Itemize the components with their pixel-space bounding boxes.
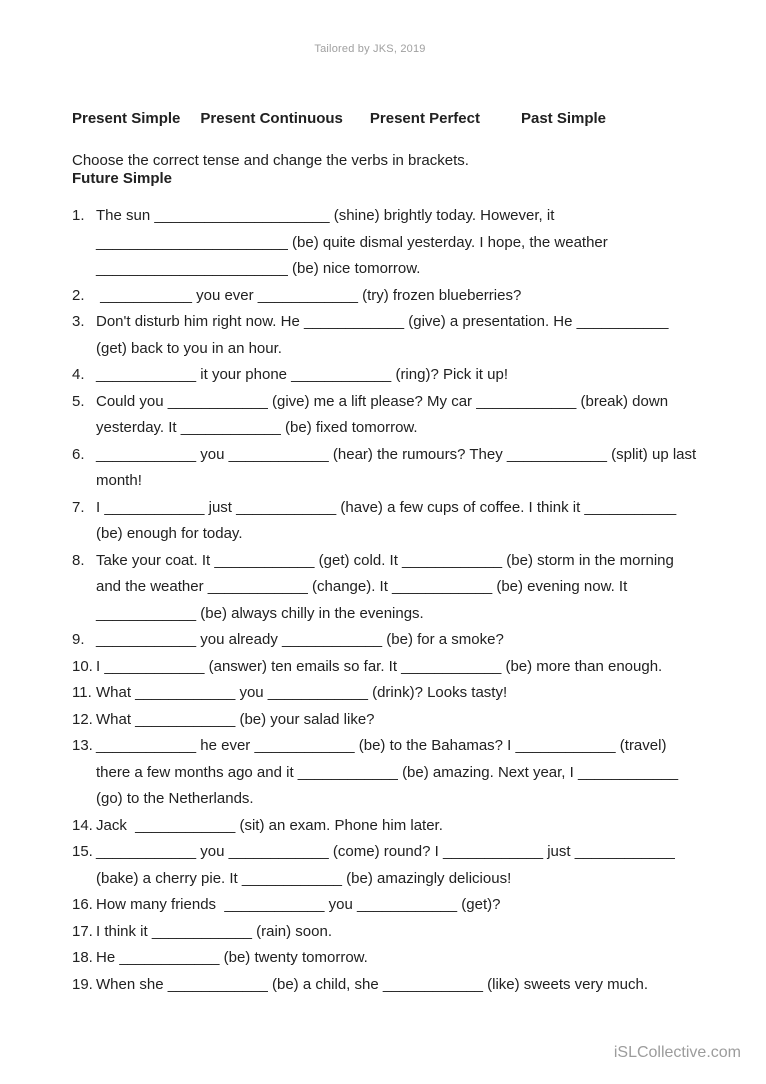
- exercise-text: [96, 892, 720, 919]
- exercise-item: [72, 389, 720, 442]
- exercise-line: (get) back to you in an hour.: [96, 339, 282, 357]
- exercise-line: I ____________ (answer) ten emails so far. It ____________ (be) more than enough.: [96, 657, 663, 675]
- exercise-number: 10.: [72, 657, 93, 675]
- exercise-text: [96, 362, 720, 389]
- exercise-number: 12.: [72, 710, 93, 728]
- watermark: iSLCollective.com: [613, 1044, 741, 1061]
- exercise-number: 6.: [72, 445, 85, 463]
- exercise-line: (be) enough for today.: [96, 525, 243, 542]
- instruction: Choose the correct tense and change the verbs in brackets.: [72, 152, 469, 169]
- exercise-text: [96, 972, 720, 999]
- exercise-text: [96, 627, 720, 654]
- exercise-item: [72, 283, 720, 310]
- exercise-line: I think it ____________ (rain) soon.: [96, 922, 332, 940]
- exercise-number: 3.: [72, 313, 85, 330]
- exercise-line: there a few months ago and it ____________ (be) amazing. Next year, I ____________: [96, 763, 679, 781]
- exercise-item: [72, 442, 720, 495]
- exercise-line: _______________________ (be) quite dismal yesterday. I hope, the weather: [96, 233, 608, 251]
- exercise-line: I ____________ just ____________ (have) a few cups of coffee. I think it ___________: [96, 498, 677, 516]
- exercise-item: [72, 813, 720, 840]
- exercise-text: [96, 389, 720, 442]
- exercise-text: [96, 813, 720, 840]
- exercise-item: [72, 654, 720, 681]
- tagline: Tailored by JKS, 2019: [314, 43, 426, 55]
- exercise-number: 16.: [72, 896, 93, 913]
- exercise-number: 11.: [72, 684, 92, 701]
- tense-past-simple: Past Simple: [520, 110, 607, 127]
- exercise-line: ____________ he ever ____________ (be) to the Bahamas? I ____________ (travel): [96, 737, 667, 754]
- exercise-number: 14.: [72, 816, 93, 834]
- exercise-text: [96, 442, 720, 495]
- exercise-number: 7.: [72, 498, 85, 516]
- exercise-number: 8.: [72, 551, 85, 569]
- tense-future-simple: Future Simple: [72, 170, 173, 187]
- exercise-line: When she ____________ (be) a child, she ____________ (like) sweets very much.: [96, 975, 649, 993]
- exercise-line: (bake) a cherry pie. It ____________ (be) amazingly delicious!: [96, 869, 512, 887]
- tense-present-continuous: Present Continuous: [200, 110, 343, 127]
- tense-row-1: [72, 106, 606, 132]
- exercise-number: 2.: [72, 286, 85, 304]
- exercise-text: [96, 548, 720, 628]
- exercise-text: [96, 680, 720, 707]
- exercise-line: ____________ (be) always chilly in the evenings.: [96, 604, 424, 622]
- exercise-item: [72, 945, 720, 972]
- exercise-number: 4.: [72, 366, 85, 383]
- exercise-item: [72, 680, 720, 707]
- exercise-number: 19.: [72, 975, 93, 993]
- exercise-item: [72, 972, 720, 999]
- exercise-line: He ____________ (be) twenty tomorrow.: [96, 949, 368, 966]
- exercise-text: [96, 707, 720, 734]
- exercise-text: [96, 839, 720, 892]
- exercise-number: 15.: [72, 843, 93, 860]
- exercise-text: [96, 309, 720, 362]
- exercise-item: [72, 707, 720, 734]
- exercise-list: [72, 203, 720, 998]
- exercise-text: [96, 733, 720, 813]
- exercise-line: ____________ it your phone ____________ (ring)? Pick it up!: [96, 366, 508, 383]
- tense-present-simple: Present Simple: [72, 110, 181, 127]
- exercise-item: [72, 892, 720, 919]
- exercise-line: and the weather ____________ (change). It ____________ (be) evening now. It: [96, 578, 628, 595]
- exercise-item: [72, 362, 720, 389]
- exercise-line: yesterday. It ____________ (be) fixed tomorrow.: [96, 419, 418, 436]
- exercise-text: [96, 919, 720, 946]
- tense-present-perfect: Present Perfect: [369, 110, 480, 127]
- exercise-number: 17.: [72, 922, 93, 940]
- exercise-line: ___________ you ever ____________ (try) frozen blueberries?: [96, 286, 522, 304]
- exercise-line: What ____________ (be) your salad like?: [96, 710, 375, 728]
- exercise-line: _______________________ (be) nice tomorrow.: [96, 260, 421, 277]
- exercise-line: Could you ____________ (give) me a lift please? My car ____________ (break) down: [96, 392, 669, 410]
- exercise-line: The sun _____________________ (shine) brightly today. However, it: [96, 207, 555, 224]
- exercise-item: [72, 733, 720, 813]
- exercise-line: What ____________ you ____________ (drink)? Looks tasty!: [96, 684, 508, 701]
- exercise-item: [72, 839, 720, 892]
- exercise-line: month!: [96, 472, 142, 489]
- exercise-number: 13.: [72, 737, 93, 754]
- exercise-text: [96, 203, 720, 283]
- exercise-item: [72, 627, 720, 654]
- exercise-number: 9.: [72, 631, 85, 648]
- exercise-item: [72, 495, 720, 548]
- exercise-text: [96, 945, 720, 972]
- exercise-line: How many friends ____________ you ____________ (get)?: [96, 896, 501, 913]
- exercise-item: [72, 203, 720, 283]
- exercise-number: 1.: [72, 207, 85, 224]
- exercise-line: Jack ____________ (sit) an exam. Phone him later.: [96, 816, 443, 834]
- exercise-line: Take your coat. It ____________ (get) cold. It ____________ (be) storm in the morning: [96, 551, 674, 569]
- exercise-text: [96, 654, 720, 681]
- exercise-line: ____________ you already ____________ (be) for a smoke?: [96, 631, 504, 648]
- exercise-line: Don't disturb him right now. He ____________ (give) a presentation. He ___________: [96, 313, 669, 330]
- exercise-text: [96, 283, 720, 310]
- exercise-item: [72, 919, 720, 946]
- exercise-line: (go) to the Netherlands.: [96, 790, 254, 807]
- exercise-number: 18.: [72, 949, 93, 966]
- exercise-line: ____________ you ____________ (come) round? I ____________ just ____________: [96, 843, 675, 860]
- exercise-line: ____________ you ____________ (hear) the rumours? They ____________ (split) up last: [96, 445, 697, 463]
- exercise-number: 5.: [72, 392, 85, 410]
- exercise-item: [72, 548, 720, 628]
- exercise-item: [72, 309, 720, 362]
- exercise-text: [96, 495, 720, 548]
